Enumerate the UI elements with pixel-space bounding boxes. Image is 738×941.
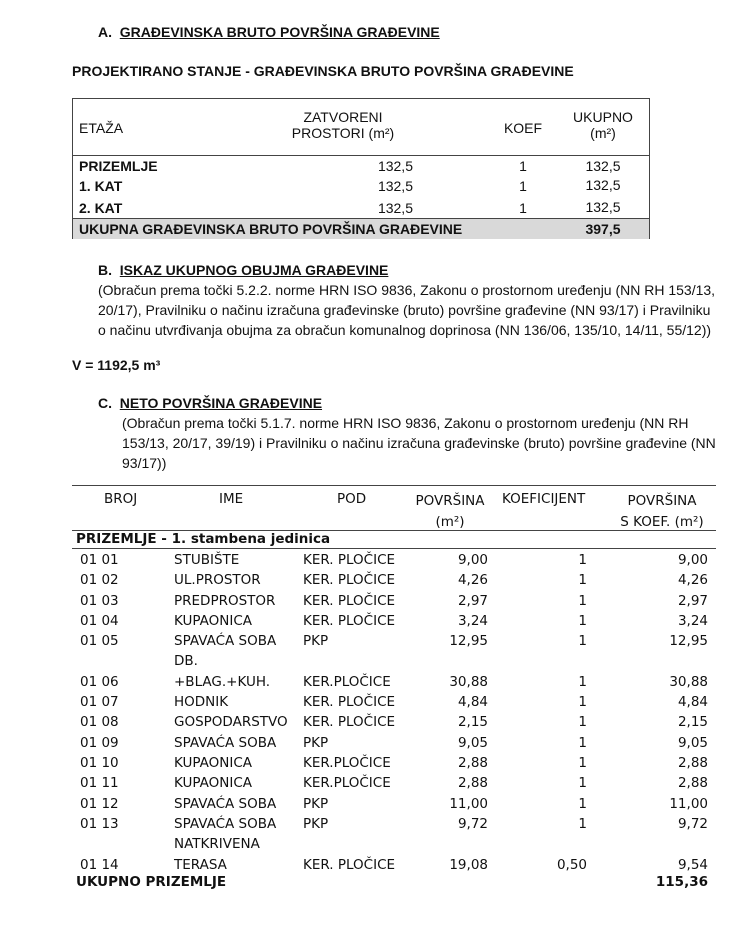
row-broj: 01 05 [80, 633, 119, 650]
section-b-letter: B. [98, 262, 112, 278]
header-koeficijent: KOEFICIJENT [502, 491, 586, 507]
row-ime: GOSPODARSTVO [174, 714, 288, 731]
row-pod: KER.PLOČICE [303, 755, 391, 771]
row-prostori: 132,5 [377, 178, 413, 194]
section-c-title [98, 395, 322, 411]
net-area-section-label-row [72, 531, 716, 549]
net-total-value: 115,36 [655, 873, 708, 890]
row-koeficijent: 1 [578, 592, 587, 609]
table-row [72, 694, 716, 714]
row-broj: 01 09 [80, 734, 119, 751]
row-koeficijent: 1 [578, 694, 587, 711]
row-prostori: 132,5 [377, 158, 413, 174]
header-ime: IME [219, 491, 244, 507]
section-a-subtitle: PROJEKTIRANO STANJE - GRAĐEVINSKA BRUTO POVRŠINA GRAĐEVINE [72, 63, 574, 79]
row-ime: STUBIŠTE [174, 552, 240, 568]
row-broj: 01 03 [80, 592, 119, 609]
row-pod: KER. PLOČICE [303, 714, 396, 731]
table-row [72, 714, 716, 734]
table-row [72, 633, 716, 670]
row-pod: KER. PLOČICE [303, 572, 396, 589]
row-prostori: 132,5 [377, 200, 413, 216]
row-koeficijent: 1 [578, 673, 587, 690]
section-c-letter: C. [98, 395, 112, 411]
row-povrsina: 9,05 [457, 734, 488, 751]
net-area-total-row [72, 874, 716, 894]
header-etaza: ETAŽA [79, 120, 124, 136]
header-ukupno-line1: UKUPNO [573, 109, 633, 125]
header-povrsina-koef-line2: S KOEF. (m²) [620, 514, 704, 530]
volume-value: V = 1192,5 m³ [72, 357, 161, 373]
row-povrsina-koef: 4,84 [677, 694, 708, 711]
row-pod: PKP [303, 633, 329, 650]
row-koeficijent: 1 [578, 734, 587, 751]
row-povrsina: 9,72 [457, 815, 488, 832]
row-povrsina: 11,00 [449, 795, 488, 812]
section-b-heading: ISKAZ UKUPNOG OBUJMA GRAĐEVINE [119, 262, 389, 278]
gross-total-label: UKUPNA GRAĐEVINSKA BRUTO POVRŠINA GRAĐEVINE [79, 221, 463, 237]
table-row [73, 198, 649, 219]
section-c-line3: 93/17)) [122, 455, 167, 471]
header-zatvoreni-line2: PROSTORI (m²) [291, 125, 395, 141]
row-koeficijent: 1 [578, 755, 587, 771]
section-a-title [98, 24, 440, 40]
header-povrsina-line1: POVRŠINA [415, 493, 485, 509]
row-ime: SPAVAĆA SOBA [174, 633, 277, 650]
gross-area-total-row [73, 219, 649, 239]
row-pod: KER. PLOČICE [303, 694, 396, 711]
header-povrsina-line2: (m²) [435, 514, 465, 530]
row-povrsina-koef: 12,95 [669, 633, 708, 650]
row-povrsina-koef: 11,00 [669, 795, 708, 812]
row-povrsina-koef: 3,24 [677, 612, 708, 629]
table-row [72, 796, 716, 816]
row-etaza: PRIZEMLJE [79, 158, 158, 174]
section-b-line3: o načinu utvrđivanja obujma za obračun komunalnog doprinosa (NN 136/06, 135/10, 14/11, 55/12)) [98, 322, 712, 338]
row-povrsina: 4,84 [457, 694, 488, 711]
row-koeficijent: 1 [578, 714, 587, 731]
header-ukupno-line2: (m²) [590, 125, 616, 141]
row-koef: 1 [519, 200, 527, 216]
table-row [72, 613, 716, 633]
row-ime: +BLAG.+KUH. [174, 673, 271, 690]
table-row [73, 157, 649, 176]
row-ime: UL.PROSTOR [174, 572, 261, 589]
table-row [72, 552, 716, 572]
header-zatvoreni-line1: ZATVORENI [303, 109, 383, 125]
row-povrsina-koef: 9,54 [677, 856, 708, 873]
row-broj: 01 04 [80, 612, 119, 629]
row-ime: KUPAONICA [174, 775, 253, 792]
section-c-line1: (Obračun prema točki 5.1.7. norme HRN ISO 9836, Zakonu o prostornom uređenju (NN RH [122, 415, 689, 431]
row-povrsina: 3,24 [457, 612, 488, 629]
header-ukupno [553, 109, 653, 141]
row-broj: 01 08 [80, 714, 119, 731]
row-povrsina: 2,88 [457, 775, 488, 792]
row-pod: KER. PLOČICE [303, 592, 396, 609]
row-koeficijent: 1 [578, 633, 587, 650]
row-broj: 01 11 [80, 775, 119, 792]
row-povrsina: 30,88 [449, 673, 488, 690]
row-etaza: 1. KAT [79, 178, 123, 194]
section-b-title [98, 262, 388, 278]
row-koeficijent: 0,50 [556, 856, 587, 873]
row-povrsina: 12,95 [449, 633, 488, 650]
header-povrsina-koef [612, 491, 712, 533]
row-pod: KER. PLOČICE [303, 612, 396, 629]
row-pod: PKP [303, 734, 329, 751]
row-broj: 01 10 [80, 755, 119, 771]
header-koef: KOEF [503, 120, 543, 136]
row-ukupno: 132,5 [585, 158, 621, 174]
row-broj: 01 07 [80, 694, 119, 711]
table-row [72, 572, 716, 592]
row-broj: 01 06 [80, 673, 119, 690]
table-row [72, 735, 716, 755]
net-total-label: UKUPNO PRIZEMLJE [76, 873, 227, 890]
header-zatvoreni [253, 109, 433, 141]
row-broj: 01 12 [80, 795, 119, 812]
net-area-section-label: PRIZEMLJE - 1. stambena jedinica [76, 531, 331, 547]
row-pod: KER. PLOČICE [303, 552, 396, 568]
row-povrsina: 2,15 [457, 714, 488, 731]
row-broj: 01 02 [80, 572, 119, 589]
row-ime: PREDPROSTOR [174, 592, 276, 609]
table-row [72, 593, 716, 613]
row-ime: SPAVAĆA SOBA [174, 815, 277, 832]
row-ime: HODNIK [174, 694, 229, 711]
section-b-line2: 20/17), Pravilniku o načinu izračuna građevinske (bruto) površine građevine (NN 93/17) i Pravilniku [98, 302, 711, 318]
row-povrsina-koef: 2,88 [677, 775, 708, 792]
row-ime: SPAVAĆA SOBA [174, 734, 277, 751]
row-pod: PKP [303, 795, 329, 812]
row-ime-continuation: DB. [174, 653, 198, 670]
row-pod: KER.PLOČICE [303, 775, 391, 792]
row-povrsina: 2,88 [457, 755, 488, 771]
row-ime: KUPAONICA [174, 612, 253, 629]
section-a-letter: A. [98, 24, 112, 40]
row-ime: SPAVAĆA SOBA [174, 795, 277, 812]
row-koeficijent: 1 [578, 775, 587, 792]
gross-total-value: 397,5 [585, 221, 621, 237]
row-koeficijent: 1 [578, 795, 587, 812]
row-povrsina-koef: 2,88 [677, 755, 708, 771]
row-koeficijent: 1 [578, 572, 587, 589]
row-ime: TERASA [174, 856, 227, 873]
row-povrsina-koef: 9,00 [677, 552, 708, 568]
row-broj: 01 14 [80, 856, 119, 873]
row-povrsina: 19,08 [449, 856, 488, 873]
section-c-heading: NETO POVRŠINA GRAĐEVINE [119, 395, 323, 411]
header-broj: BROJ [104, 491, 138, 507]
row-pod: KER.PLOČICE [303, 673, 391, 690]
table-row [72, 755, 716, 775]
row-povrsina-koef: 9,05 [677, 734, 708, 751]
section-c-line2: 153/13, 20/17, 39/19) i Pravilniku o načinu izračuna građevinske (bruto) površine građevine (NN [122, 435, 716, 451]
row-povrsina-koef: 4,26 [677, 572, 708, 589]
header-povrsina-koef-line1: POVRŠINA [627, 493, 697, 509]
row-pod: KER. PLOČICE [303, 856, 396, 873]
row-etaza: 2. KAT [79, 200, 123, 216]
row-koeficijent: 1 [578, 612, 587, 629]
table-row [72, 674, 716, 694]
row-ime: KUPAONICA [174, 755, 253, 771]
row-povrsina: 9,00 [457, 552, 488, 568]
row-koef: 1 [519, 178, 527, 194]
row-broj: 01 01 [80, 552, 119, 568]
row-povrsina: 4,26 [457, 572, 488, 589]
row-povrsina: 2,97 [457, 592, 488, 609]
row-povrsina-koef: 9,72 [677, 815, 708, 832]
section-b-description [98, 280, 715, 340]
row-koeficijent: 1 [578, 552, 587, 568]
section-a-heading: GRAĐEVINSKA BRUTO POVRŠINA GRAĐEVINE [119, 24, 440, 40]
net-area-table-header [72, 485, 716, 531]
section-c-description [122, 413, 716, 473]
row-pod: PKP [303, 815, 329, 832]
row-koeficijent: 1 [578, 815, 587, 832]
table-row [72, 775, 716, 795]
row-ukupno: 132,5 [585, 177, 621, 193]
row-povrsina-koef: 2,97 [677, 592, 708, 609]
row-ukupno: 132,5 [585, 199, 621, 215]
section-b-line1: (Obračun prema točki 5.2.2. norme HRN ISO 9836, Zakonu o prostornom uređenju (NN RH 153/13, [98, 282, 716, 298]
gross-area-table-header [73, 99, 649, 156]
row-povrsina-koef: 2,15 [677, 714, 708, 731]
row-ime-continuation: NATKRIVENA [174, 836, 260, 853]
table-row [72, 815, 716, 853]
gross-area-table [72, 98, 650, 239]
header-pod: POD [337, 491, 367, 507]
row-povrsina-koef: 30,88 [669, 673, 708, 690]
row-broj: 01 13 [80, 815, 119, 832]
header-povrsina [405, 491, 495, 533]
table-row [73, 178, 649, 197]
row-koef: 1 [519, 158, 527, 174]
